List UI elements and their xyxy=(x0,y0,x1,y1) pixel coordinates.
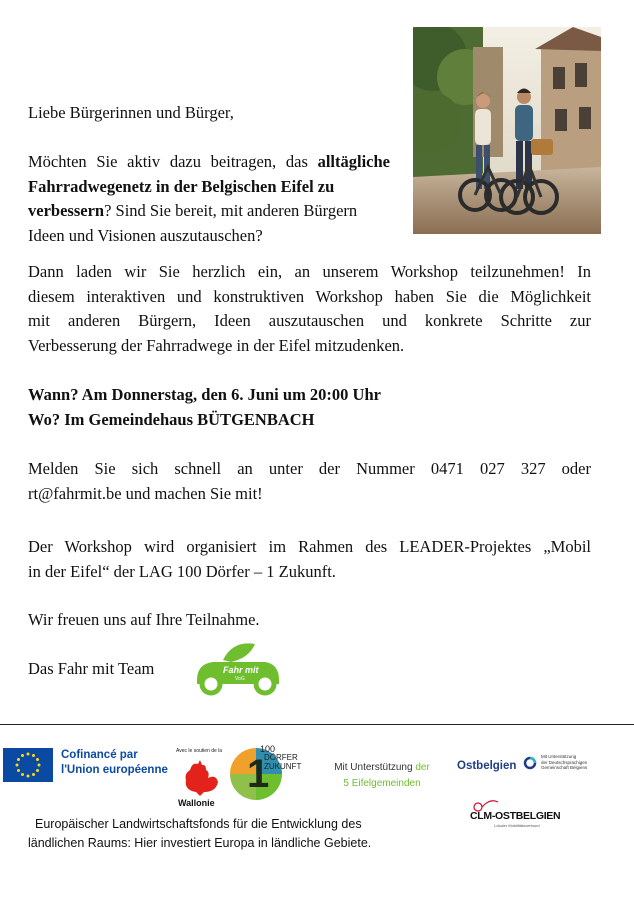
ostbelgien-text: Ostbelgien xyxy=(457,760,517,772)
signature: Das Fahr mit Team xyxy=(28,659,155,678)
support-text-b: der xyxy=(415,762,430,773)
intro-bold-text: verbessern xyxy=(28,201,105,220)
cyclists-photo xyxy=(413,27,601,234)
register-line-2: rt@fahrmit.be und machen Sie mit! xyxy=(28,483,263,503)
ostbelgien-subtext-2: der Deutschsprachigen xyxy=(541,759,588,765)
organizer-line-2: in der Eifel“ der LAG 100 Dörfer – 1 Zukunft. xyxy=(28,561,336,581)
eu-flag-icon xyxy=(3,748,53,782)
clm-ostbelgien-logo xyxy=(470,798,574,830)
wallonie-logo xyxy=(176,748,228,812)
intro-line-1 xyxy=(28,150,390,175)
cyclists-illustration xyxy=(413,27,601,234)
intro-text: ? Sind Sie bereit, mit anderen Bürgern xyxy=(104,201,358,220)
invite-line-2: diesem interaktiven und konstruktiven Workshop haben Sie die Möglichkeit xyxy=(28,286,591,306)
eu-text-line-2: l'Union européenne xyxy=(61,764,168,776)
ostbelgien-subtext-1: Mit Unterstützung xyxy=(541,754,577,759)
organizer-line-1: Der Workshop wird organisiert im Rahmen des LEADER-Projektes „Mobil xyxy=(28,537,591,556)
clm-subtext: Lokaler Mobilitätsverbund xyxy=(494,823,540,828)
fahrmit-logo xyxy=(193,640,283,696)
greeting: Liebe Bürgerinnen und Bürger, xyxy=(28,103,234,122)
invite-line-1: Dann laden wir Sie herzlich ein, an unserem Workshop teilzunehmen! In xyxy=(28,262,591,281)
event-when: Wann? Am Donnerstag, den 6. Juni um 20:00 Uhr xyxy=(28,385,381,404)
eu-logo xyxy=(3,747,173,783)
closing: Wir freuen uns auf Ihre Teilnahme. xyxy=(28,610,260,629)
intro-line-4: Ideen und Visionen auszutauschen? xyxy=(28,225,263,245)
intro-line-3 xyxy=(28,199,357,224)
intro-bold-text: alltägliche xyxy=(317,152,390,171)
dorfer-number: 100 xyxy=(260,744,276,754)
ostbelgien-subtext xyxy=(541,754,587,771)
support-text xyxy=(322,760,442,792)
rooster-icon xyxy=(180,760,220,796)
wallonie-text: Wallonie xyxy=(178,798,215,808)
ostbelgien-subtext-3: Gemeinschaft Belgiens xyxy=(541,765,588,770)
fahrmit-logo-sub: VoG xyxy=(235,676,245,682)
invite-line-3: mit anderen Bürgern, Ideen auszutauschen und konkrete Schritte zur xyxy=(28,311,591,330)
invite-line-4: Verbesserung der Fahrradwege in der Eifel mitzudenken. xyxy=(28,335,405,355)
register-line-1: Melden Sie sich schnell an unter der Nummer 0471 027 327 oder xyxy=(28,459,591,478)
dorfer-word: DÖRFER xyxy=(264,753,298,762)
intro-text: Möchten Sie aktiv dazu beitragen, das xyxy=(28,152,318,171)
ostbelgien-logo xyxy=(457,753,607,781)
support-text-c: 5 Eifelgemeinden xyxy=(343,778,421,789)
fahrmit-logo-text: Fahr mit xyxy=(223,665,259,675)
eu-text-line-1: Cofinancé par xyxy=(61,749,138,761)
dorfer-one: 1 xyxy=(247,752,270,796)
footer-divider xyxy=(0,724,634,725)
wallonie-small-text: Avec le soutien de la xyxy=(176,748,223,754)
clm-text: CLM-OSTBELGIEN xyxy=(470,810,561,822)
dorfer-zukunft: ZUKUNFT xyxy=(264,762,302,771)
100-dorfer-logo xyxy=(228,744,312,802)
eafrd-line-2: ländlichen Raums: Hier investiert Europa in ländliche Gebiete. xyxy=(28,836,372,850)
event-where: Wo? Im Gemeindehaus BÜTGENBACH xyxy=(28,409,315,429)
support-text-a: Mit Unterstützung xyxy=(334,762,416,773)
intro-line-2: Fahrradwegenetz in der Belgischen Eifel zu xyxy=(28,176,335,196)
ostbelgien-swirl-icon xyxy=(523,756,537,770)
eafrd-line-1: Europäischer Landwirtschaftsfonds für die Entwicklung des xyxy=(35,817,362,831)
